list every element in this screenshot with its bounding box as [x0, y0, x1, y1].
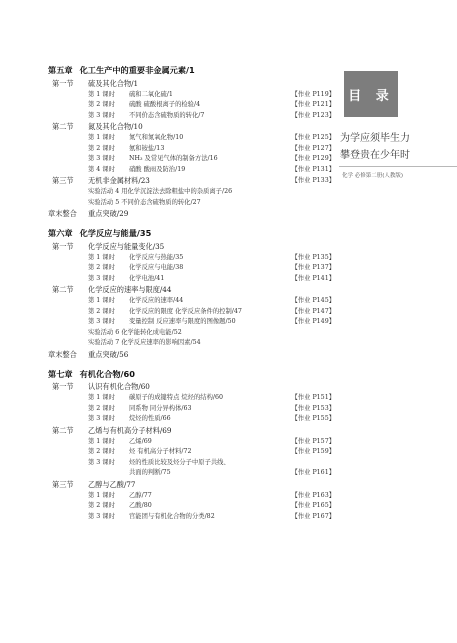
chapter-heading-text [48, 65, 195, 75]
section-title: 硫及其化合物/1 [88, 78, 139, 88]
homework-page-ref: 【作业 P149】 [291, 318, 335, 325]
section-label: 第二节 [52, 425, 74, 435]
homework-page-ref: 【作业 P125】 [291, 134, 335, 141]
edition-label: 化学 必修第二册(人教版) [342, 173, 404, 179]
lesson-number: 第 2 课时 [88, 448, 115, 455]
lesson-entry [48, 395, 335, 406]
summary-label: 章末整合 [48, 349, 77, 359]
lesson-entry [48, 319, 335, 330]
lesson-title: 氮气和氮氧化物/10 [129, 134, 184, 141]
homework-page-ref: 【作业 P161】 [291, 469, 335, 476]
lesson-number: 第 1 课时 [88, 134, 115, 141]
chapter-title: 有机化合物/60 [79, 368, 135, 379]
lesson-title: 烃 有机高分子材料/72 [129, 448, 192, 455]
lesson-number: 第 2 课时 [88, 264, 115, 271]
lesson-title: 乙烯/69 [129, 437, 152, 445]
lesson-title: 化学反应与电能/38 [129, 264, 184, 271]
lesson-title-continuation [48, 470, 335, 481]
section-title: 乙醇与乙酸/77 [88, 479, 136, 489]
section-label: 第二节 [52, 285, 74, 294]
homework-page-ref: 【作业 P145】 [291, 297, 335, 304]
lesson-entry [48, 265, 335, 276]
lesson-title: 烃的性质比较及烃分子中原子共线、 [129, 458, 230, 466]
summary-title: 重点突破/29 [88, 209, 129, 218]
section-label: 第一节 [52, 382, 74, 391]
lesson-entry [48, 449, 335, 460]
lesson-title: 化学电池/41 [129, 274, 165, 282]
lesson-entry [48, 298, 335, 309]
chapter-heading-text [48, 369, 135, 379]
lesson-number: 第 2 课时 [88, 307, 115, 315]
section-label: 第一节 [52, 78, 74, 88]
lab-activity-entry [48, 189, 335, 200]
lesson-entry [48, 102, 335, 113]
lab-activity-entry [48, 340, 335, 351]
lesson-number: 第 2 课时 [88, 502, 115, 509]
chapter-title: 化工生产中的重要非金属元素/1 [79, 65, 195, 75]
homework-page-ref: 【作业 P153】 [291, 404, 335, 412]
chapter-summary-entry [48, 351, 335, 363]
homework-page-ref: 【作业 P135】 [291, 253, 335, 261]
section-label: 第一节 [52, 241, 74, 251]
summary-label: 章末整合 [48, 209, 77, 218]
section-entry [48, 80, 335, 92]
lesson-entry [48, 135, 335, 146]
lesson-number: 第 3 课时 [88, 458, 115, 466]
divider [339, 166, 457, 167]
chapter-heading [48, 229, 335, 243]
homework-page-ref: 【作业 P151】 [291, 394, 335, 401]
lesson-entry [48, 514, 335, 525]
lesson-number: 第 2 课时 [88, 404, 115, 412]
chapter-number: 第五章 [48, 65, 73, 75]
lab-activity-title: 实验活动 5 不同价态含硫物质的转化/27 [88, 198, 201, 206]
slogan-line: 为学应须毕生力 [340, 133, 410, 144]
chapter-heading-text [48, 228, 151, 238]
homework-page-ref: 【作业 P147】 [291, 307, 335, 315]
lesson-title: 碳原子的成键特点 烷烃的结构/60 [129, 394, 223, 401]
lesson-title: 共面的判断/75 [129, 469, 171, 476]
homework-page-ref: 【作业 P127】 [291, 144, 335, 152]
lesson-title: 同系物 同分异构体/63 [129, 404, 192, 412]
lesson-number: 第 3 课时 [88, 318, 115, 325]
lab-activity-title: 实验活动 6 化学能转化成电能/52 [88, 328, 182, 336]
lesson-title: 官能团与有机化合物的分类/82 [129, 512, 215, 520]
lesson-number: 第 1 课时 [88, 394, 115, 401]
lesson-title: 硫酸 硫酸根离子的检验/4 [129, 101, 201, 108]
lesson-number: 第 3 课时 [88, 155, 115, 162]
lesson-number: 第 1 课时 [88, 437, 115, 445]
section-title: 认识有机化合物/60 [88, 382, 150, 391]
lesson-title: 硝酸 酸雨及防治/19 [129, 165, 186, 173]
lesson-title: 氨和铵盐/13 [129, 144, 165, 152]
homework-page-ref: 【作业 P167】 [291, 512, 335, 520]
homework-page-ref: 【作业 P159】 [291, 448, 335, 455]
lesson-number: 第 1 课时 [88, 253, 115, 261]
lesson-entry [48, 156, 335, 167]
homework-page-ref: 【作业 P133】 [291, 177, 335, 184]
section-entry [48, 243, 335, 255]
lesson-entry [48, 503, 335, 514]
section-title: 乙烯与有机高分子材料/69 [88, 425, 172, 435]
section-title: 化学反应与能量变化/35 [88, 241, 165, 251]
lesson-number: 第 1 课时 [88, 90, 115, 98]
lesson-number: 第 2 课时 [88, 101, 115, 108]
homework-page-ref: 【作业 P131】 [291, 165, 335, 173]
lab-activity-title: 实验活动 7 化学反应速率的影响因素/54 [88, 339, 201, 346]
chapter-heading [48, 370, 335, 384]
lesson-number: 第 1 课时 [88, 297, 115, 304]
section-label: 第三节 [52, 479, 74, 489]
chapter-summary-entry [48, 210, 335, 222]
homework-page-ref: 【作业 P129】 [291, 155, 335, 162]
chapter-number: 第七章 [48, 368, 73, 379]
homework-page-ref: 【作业 P119】 [291, 90, 335, 98]
lesson-entry [48, 416, 335, 427]
lesson-number: 第 3 课时 [88, 415, 115, 422]
lesson-title: 化学反应与热能/35 [129, 253, 184, 261]
chapter-title: 化学反应与能量/35 [79, 228, 152, 238]
lesson-title: 乙醇/77 [129, 491, 152, 499]
homework-page-ref: 【作业 P165】 [291, 502, 335, 509]
chapter-number: 第六章 [48, 228, 73, 238]
table-of-contents [48, 66, 335, 524]
section-label: 第三节 [52, 176, 74, 185]
section-title: 化学反应的速率与限度/44 [88, 285, 172, 294]
section-title: 氮及其化合物/10 [88, 122, 143, 131]
section-label: 第二节 [52, 122, 74, 131]
contents-title: 目 录 [348, 88, 394, 104]
section-entry [48, 427, 335, 439]
homework-page-ref: 【作业 P157】 [291, 437, 335, 445]
lesson-title: 不同价态含硫物质的转化/7 [129, 111, 205, 119]
lesson-title: 化学反应的限度 化学反应条件的控制/47 [129, 307, 242, 315]
chapter-heading [48, 66, 335, 80]
slogan-line: 攀登贵在少年时 [340, 150, 410, 161]
homework-page-ref: 【作业 P137】 [291, 264, 335, 271]
homework-page-ref: 【作业 P163】 [291, 491, 335, 499]
homework-page-ref: 【作业 P121】 [291, 101, 335, 108]
lesson-title: 乙酸/80 [129, 502, 152, 509]
lesson-title: 硫和二氧化硫/1 [129, 90, 173, 98]
lesson-title: NH₃ 及常见气体的制备方法/16 [129, 155, 218, 162]
lab-activity-title: 实验活动 4 用化学沉淀法去除粗盐中的杂质离子/26 [88, 188, 233, 195]
lesson-number: 第 1 课时 [88, 491, 115, 499]
lesson-title: 烷烃的性质/66 [129, 415, 171, 422]
summary-title: 重点突破/56 [88, 349, 129, 359]
lesson-number: 第 3 课时 [88, 512, 115, 520]
lesson-number: 第 3 课时 [88, 274, 115, 282]
slogan [340, 130, 457, 164]
lesson-number: 第 2 课时 [88, 144, 115, 152]
homework-page-ref: 【作业 P141】 [291, 274, 335, 282]
lesson-number: 第 3 课时 [88, 111, 115, 119]
contents-title-badge [344, 71, 398, 117]
lesson-number: 第 4 课时 [88, 165, 115, 173]
homework-page-ref: 【作业 P155】 [291, 415, 335, 422]
section-entry [48, 481, 335, 493]
homework-page-ref: 【作业 P123】 [291, 111, 335, 119]
section-title: 无机非金属材料/23 [88, 176, 150, 185]
lesson-title: 化学反应的速率/44 [129, 297, 184, 304]
lesson-title: 变量控制 反应速率与限度的图像题/50 [129, 318, 236, 325]
